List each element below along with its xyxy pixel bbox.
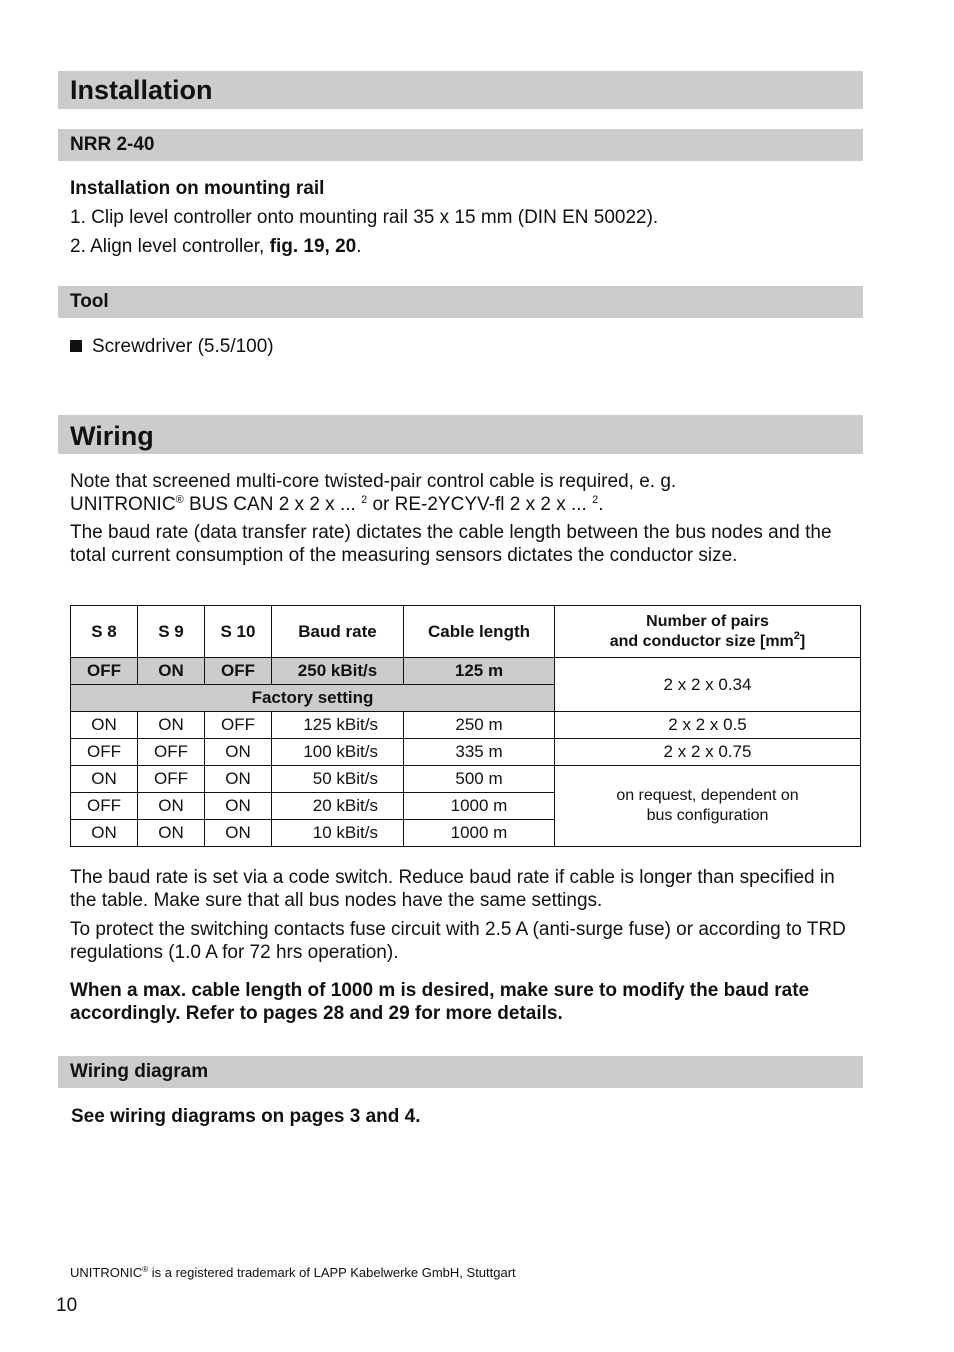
registered-mark: ® (175, 494, 184, 506)
table-cell: 10 kBit/s (272, 820, 404, 847)
table-cell: 250 m (404, 712, 555, 739)
table-cell: ON (138, 658, 205, 685)
factory-setting-label: Factory setting (71, 685, 555, 712)
table-row-factory (71, 658, 861, 685)
cable-note-line-2 (70, 493, 860, 516)
table-cell: 500 m (404, 766, 555, 793)
table-cell: 125 m (404, 658, 555, 685)
table-cell: ON (138, 712, 205, 739)
wiring-diagram-reference: See wiring diagrams on pages 3 and 4. (71, 1106, 421, 1127)
tool-item-text: Screwdriver (5.5/100) (92, 336, 274, 357)
wiring-title: Wiring (70, 421, 154, 451)
install-step-1: 1. Clip level controller onto mounting rail 35 x 15 mm (DIN EN 50022). (70, 207, 659, 228)
nrr-title: NRR 2-40 (70, 134, 155, 155)
table-cell: 1000 m (404, 793, 555, 820)
code-switch-paragraph: The baud rate is set via a code switch. Reduce baud rate if cable is longer than specified in the table. Make sure that all bus nodes have the same settings. (70, 867, 835, 911)
figure-reference: fig. 19, 20 (269, 236, 357, 257)
brand-name: UNITRONIC (70, 494, 176, 515)
wiring-diagram-title: Wiring diagram (70, 1061, 209, 1082)
header-pairs (555, 606, 861, 658)
table-cell: OFF (71, 739, 138, 766)
header-baud-rate: Baud rate (272, 606, 404, 658)
table-row (71, 766, 861, 793)
table-cell: OFF (138, 766, 205, 793)
fuse-paragraph: To protect the switching contacts fuse circuit with 2.5 A (anti-surge fuse) or according to TRD regulations (1.0 A for 72 hrs operation). (70, 919, 846, 963)
table-cell: 2 x 2 x 0.34 (555, 658, 861, 712)
on-request-line-2: bus configuration (646, 807, 769, 824)
wiring-diagram-heading (58, 1056, 863, 1088)
table-cell: ON (205, 739, 272, 766)
footnote-text: is a registered trademark of LAPP Kabelwerke GmbH, Stuttgart (148, 1265, 516, 1280)
nrr-heading (58, 129, 863, 161)
table-cell: 2 x 2 x 0.5 (555, 712, 861, 739)
cable-length-warning: When a max. cable length of 1000 m is desired, make sure to modify the baud rate accordingly. Refer to pages 28 and 29 for more details. (70, 980, 810, 1024)
installation-title: Installation (70, 75, 213, 105)
table-cell: ON (71, 820, 138, 847)
table-row (71, 739, 861, 766)
table-cell: ON (71, 712, 138, 739)
table-cell: ON (138, 793, 205, 820)
table-cell: 250 kBit/s (272, 658, 404, 685)
period: . (598, 494, 604, 515)
header-s8: S 8 (71, 606, 138, 658)
table-cell: 100 kBit/s (272, 739, 404, 766)
table-cell: 1000 m (404, 820, 555, 847)
on-request-line-1: on request, dependent on (616, 787, 799, 804)
table-cell: ON (205, 820, 272, 847)
table-cell: OFF (138, 739, 205, 766)
table-cell: ON (205, 766, 272, 793)
on-request-cell (555, 766, 861, 847)
install-step-2-end: . (356, 236, 362, 257)
wiring-heading (58, 415, 863, 454)
header-pairs-line-1: Number of pairs (646, 612, 769, 630)
bracket: ] (799, 632, 806, 650)
square-bullet-icon (70, 340, 82, 352)
superscript-2: 2 (793, 629, 800, 642)
table-cell: 20 kBit/s (272, 793, 404, 820)
table-cell: OFF (71, 793, 138, 820)
installation-heading (58, 71, 863, 109)
mount-heading: Installation on mounting rail (70, 178, 325, 199)
header-s10: S 10 (205, 606, 272, 658)
table-cell: OFF (205, 712, 272, 739)
footnote-brand: UNITRONIC (70, 1265, 143, 1280)
table-cell: ON (71, 766, 138, 793)
trademark-footnote (70, 1265, 516, 1280)
table-cell: OFF (71, 658, 138, 685)
header-pairs-line-2: and conductor size [mm (609, 632, 794, 650)
baud-rate-paragraph: The baud rate (data transfer rate) dictates the cable length between the bus nodes and the total current consumption of the measuring sensors dictates the conductor size. (70, 522, 832, 566)
header-cable-length: Cable length (404, 606, 555, 658)
table-header-row (71, 606, 861, 658)
baud-rate-table (70, 605, 861, 847)
table-cell: 335 m (404, 739, 555, 766)
cable-note (70, 470, 860, 516)
table-row (71, 712, 861, 739)
table-cell: 2 x 2 x 0.75 (555, 739, 861, 766)
table-cell: ON (138, 820, 205, 847)
table-cell: ON (205, 793, 272, 820)
superscript-2: 2 (592, 494, 599, 506)
table-cell: 125 kBit/s (272, 712, 404, 739)
page-number: 10 (56, 1295, 78, 1316)
table-cell: 50 kBit/s (272, 766, 404, 793)
table-cell: OFF (205, 658, 272, 685)
superscript-2: 2 (361, 494, 368, 506)
tool-item (70, 335, 860, 358)
cable-type-2: or RE-2YCYV-fl 2 x 2 x ... (367, 494, 593, 515)
tool-heading (58, 286, 863, 318)
install-step-2 (70, 235, 860, 258)
tool-title: Tool (70, 291, 109, 312)
cable-type-1: BUS CAN 2 x 2 x ... (183, 494, 362, 515)
install-step-2-text: 2. Align level controller, (70, 236, 270, 257)
registered-mark: ® (142, 1265, 149, 1274)
cable-note-line-1: Note that screened multi-core twisted-pair control cable is required, e. g. (70, 471, 677, 492)
header-s9: S 9 (138, 606, 205, 658)
